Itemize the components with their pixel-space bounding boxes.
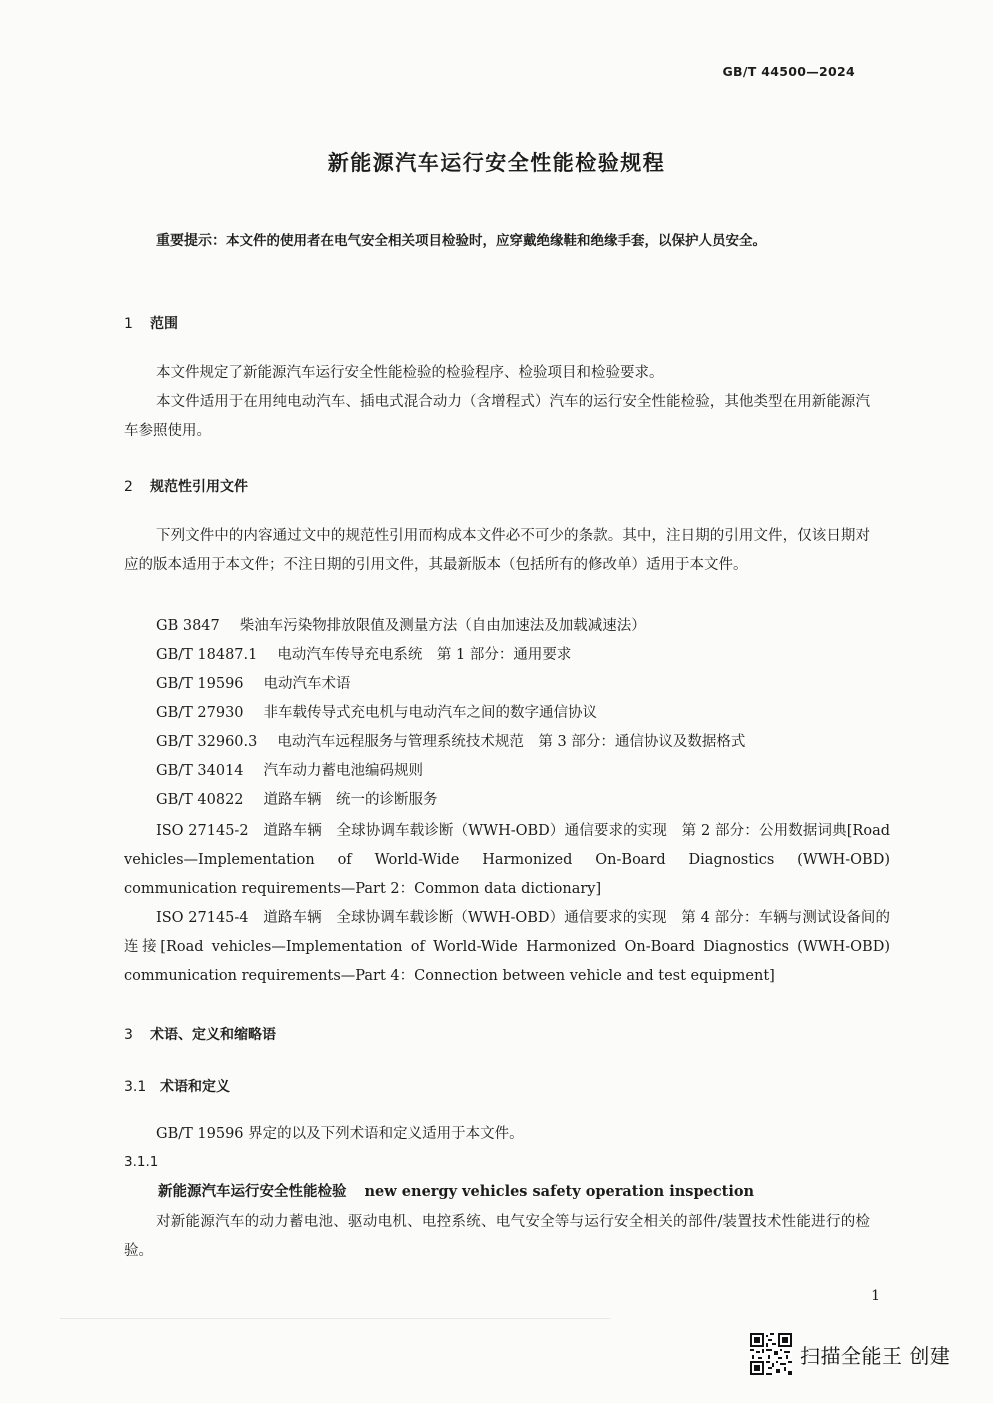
- reference-item: [156, 701, 597, 722]
- reference-item: [156, 672, 351, 693]
- section-heading-terms: [124, 1024, 276, 1044]
- reference-item: [156, 788, 438, 809]
- iso-reference-item: [124, 817, 890, 904]
- reference-title: 电动汽车远程服务与管理系统技术规范 第 3 部分：通信协议及数据格式: [277, 734, 746, 750]
- notice-text: 本文件的使用者在电气安全相关项目检验时，应穿戴绝缘鞋和绝缘手套，以保护人员安全。: [226, 233, 766, 249]
- reference-title: 道路车辆 统一的诊断服务: [263, 792, 438, 808]
- section-heading-scope: [124, 313, 178, 333]
- reference-item: [156, 759, 423, 780]
- reference-code: GB/T 19596: [156, 676, 244, 692]
- reference-title: 道路车辆 全球协调车载诊断（WWH-OBD）通信要求的实现 第 4 部分：车辆与测试设备间的连接[Road vehicles—Implementation of World-Wide Harmonized On-Board Diagnostics (WWH-OBD) communication requirements—Part 4：Connection between vehicle and test equipment]: [124, 910, 890, 984]
- qr-code-icon: [750, 1333, 792, 1375]
- subsection-heading-terms-definitions: [124, 1076, 230, 1096]
- iso-reference-text: [124, 904, 890, 991]
- standard-code: GB/T 44500—2024: [722, 64, 855, 79]
- subsection-title: 术语和定义: [160, 1079, 230, 1095]
- reference-title: 电动汽车传导充电系统 第 1 部分：通用要求: [277, 647, 572, 663]
- reference-item: [156, 614, 646, 635]
- reference-title: 汽车动力蓄电池编码规则: [263, 763, 424, 779]
- section-title: 规范性引用文件: [150, 479, 248, 495]
- reference-item: [156, 643, 571, 664]
- term-definition: 对新能源汽车的动力蓄电池、驱动电机、电控系统、电气安全等与运行安全相关的部件/装置技术性能进行的检验。: [124, 1214, 870, 1259]
- reference-code: GB/T 40822: [156, 792, 244, 808]
- notice-label: 重要提示：: [156, 233, 226, 249]
- iso-reference-text: [124, 817, 890, 904]
- reference-title: 柴油车污染物排放限值及测量方法（自由加速法及加载减速法）: [239, 618, 646, 634]
- subsection-number: 3.1: [124, 1079, 147, 1095]
- reference-code: ISO 27145-2: [156, 823, 249, 839]
- terms-intro: GB/T 19596 界定的以及下列术语和定义适用于本文件。: [156, 1126, 524, 1142]
- section-title: 术语、定义和缩略语: [150, 1027, 276, 1043]
- reference-code: ISO 27145-4: [156, 910, 249, 926]
- normative-intro: 下列文件中的内容通过文中的规范性引用而构成本文件必不可少的条款。其中，注日期的引用文件，仅该日期对应的版本适用于本文件；不注日期的引用文件，其最新版本（包括所有的修改单）适用于本文件。: [124, 528, 870, 573]
- section-title: 范围: [150, 316, 178, 332]
- reference-title: 道路车辆 全球协调车载诊断（WWH-OBD）通信要求的实现 第 2 部分：公用数据词典[Road vehicles—Implementation of World-Wide Harmonized On-Board Diagnostics (WWH-OBD) communication requirements—Part 2：Common data dictionary]: [124, 823, 890, 897]
- reference-code: GB 3847: [156, 618, 220, 634]
- document-title: 新能源汽车运行安全性能检验规程: [327, 151, 666, 175]
- important-notice: [124, 227, 870, 256]
- section-heading-normative-references: [124, 476, 248, 496]
- scanner-watermark: [750, 1333, 950, 1375]
- reference-title: 非车载传导式充电机与电动汽车之间的数字通信协议: [263, 705, 598, 721]
- section-number: 1: [124, 316, 133, 332]
- reference-code: GB/T 18487.1: [156, 647, 258, 663]
- scope-paragraph-1: 本文件规定了新能源汽车运行安全性能检验的检验程序、检验项目和检验要求。: [156, 365, 664, 381]
- page-number: 1: [871, 1288, 880, 1304]
- reference-code: GB/T 27930: [156, 705, 244, 721]
- footer-divider: [60, 1318, 610, 1319]
- reference-title: 电动汽车术语: [263, 676, 351, 692]
- reference-code: GB/T 32960.3: [156, 734, 258, 750]
- scope-paragraph-2: 本文件适用于在用纯电动汽车、插电式混合动力（含增程式）汽车的运行安全性能检验，其他类型在用新能源汽车参照使用。: [124, 394, 870, 439]
- reference-item: [156, 730, 745, 751]
- scanner-brand-text: 扫描全能王 创建: [800, 1343, 951, 1368]
- term-chinese: 新能源汽车运行安全性能检验: [158, 1184, 347, 1200]
- reference-code: GB/T 34014: [156, 763, 244, 779]
- section-number: 3: [124, 1027, 133, 1043]
- term-entry: [158, 1180, 754, 1201]
- iso-reference-item: [124, 904, 890, 991]
- term-number: 3.1.1: [124, 1154, 159, 1170]
- term-english: new energy vehicles safety operation inspection: [364, 1183, 755, 1200]
- section-number: 2: [124, 479, 133, 495]
